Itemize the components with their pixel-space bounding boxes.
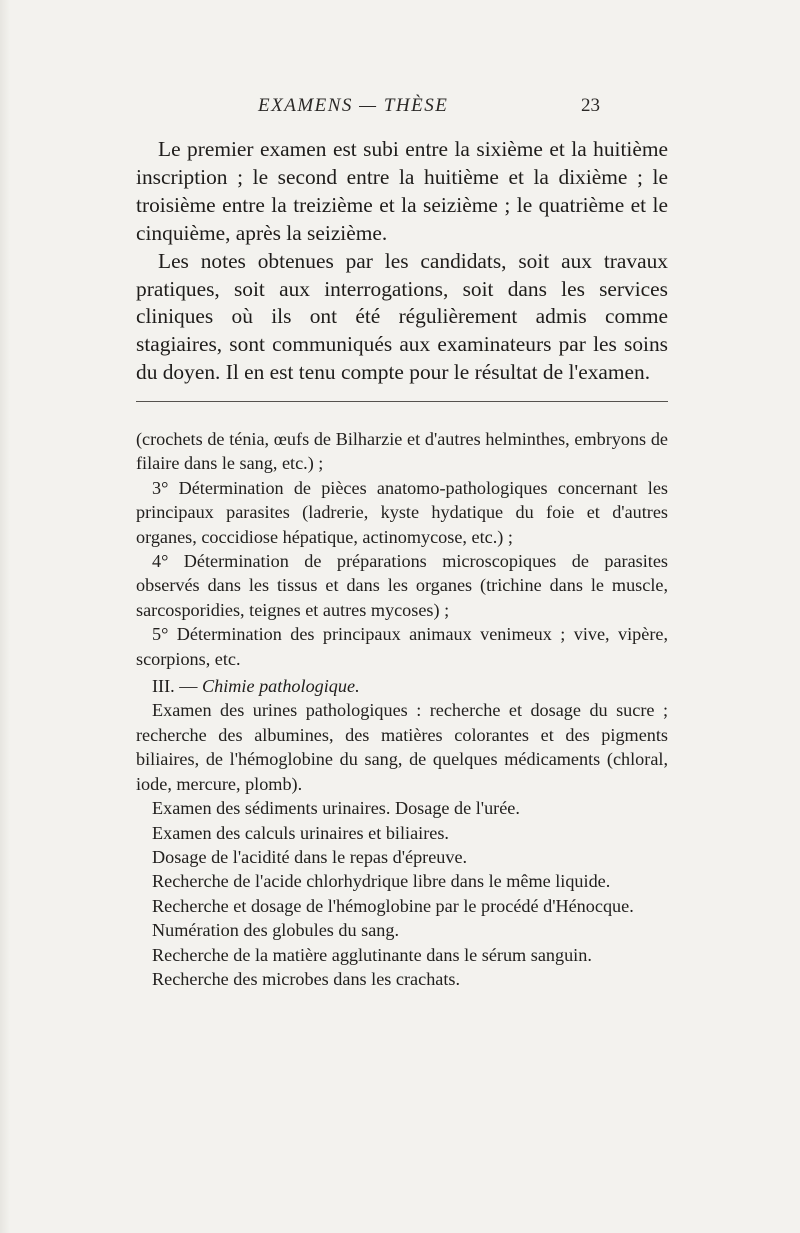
chimie-item: Recherche des microbes dans les crachats. [152, 968, 461, 989]
chimie-item: Numération des globules du sang. [152, 920, 400, 941]
chimie-item: Recherche et dosage de l'hémoglobine par le procédé d'Hénocque. [152, 895, 634, 916]
page-edge-shadow [0, 0, 10, 1233]
section-heading-chimie [136, 674, 668, 698]
main-text [136, 136, 668, 387]
paragraph-notes-obtenues: Les notes obtenues par les candidats, soit aux travaux pratiques, soit aux interrogations, soit dans les services cliniques où ils ont été régulièrement admis comme stagiaires, sont communiqués aux examinateurs par les soins du doyen. Il en est tenu compte pour le résultat de l'examen. [136, 248, 668, 385]
footnote-text [136, 427, 668, 991]
chimie-item: Examen des urines pathologiques : recherche et dosage du sucre ; recherche des albumines, des matières colorantes et des pigments biliaires, de l'hémoglobine du sang, de quelques médicaments (chloral, iode, mercure, plomb). [136, 700, 668, 794]
page-number: 23 [581, 95, 600, 116]
running-header [258, 95, 608, 131]
note-line-4: 4° Détermination de préparations microscopiques de parasites observés dans les tissus et dans les organes (trichine dans le muscle, sarcosporidies, teignes et autres mycoses) ; [136, 551, 668, 620]
footnote-rule [136, 401, 668, 402]
chimie-item: Dosage de l'acidité dans le repas d'épreuve. [152, 846, 468, 867]
chimie-item: Examen des sédiments urinaires. Dosage de l'urée. [152, 798, 520, 819]
section-number: III. — [152, 676, 202, 697]
section-title: Chimie pathologique. [202, 676, 360, 697]
note-line-continuation: (crochets de ténia, œufs de Bilharzie et d'autres helminthes, embryons de filaire dans le sang, etc.) ; [136, 429, 668, 474]
chimie-item: Examen des calculs urinaires et biliaires. [152, 822, 449, 843]
note-line-3: 3° Détermination de pièces anatomo-pathologiques concernant les principaux parasites (ladrerie, kyste hydatique du foie et d'autres organes, coccidiose hépatique, actinomycose, etc.) ; [136, 477, 668, 547]
note-line-5: 5° Détermination des principaux animaux venimeux ; vive, vipère, scorpions, etc. [136, 624, 668, 669]
paragraph-examens: Le premier examen est subi entre la sixième et la huitième inscription ; le second entre la huitième et la dixième ; le troisième entre la treizième et la seizième ; le quatrième et le cinquième, après la seizième. [136, 137, 668, 245]
chimie-item: Recherche de la matière agglutinante dans le sérum sanguin. [152, 944, 592, 965]
chimie-item: Recherche de l'acide chlorhydrique libre dans le même liquide. [152, 871, 611, 892]
running-title: EXAMENS — THÈSE [258, 95, 449, 116]
